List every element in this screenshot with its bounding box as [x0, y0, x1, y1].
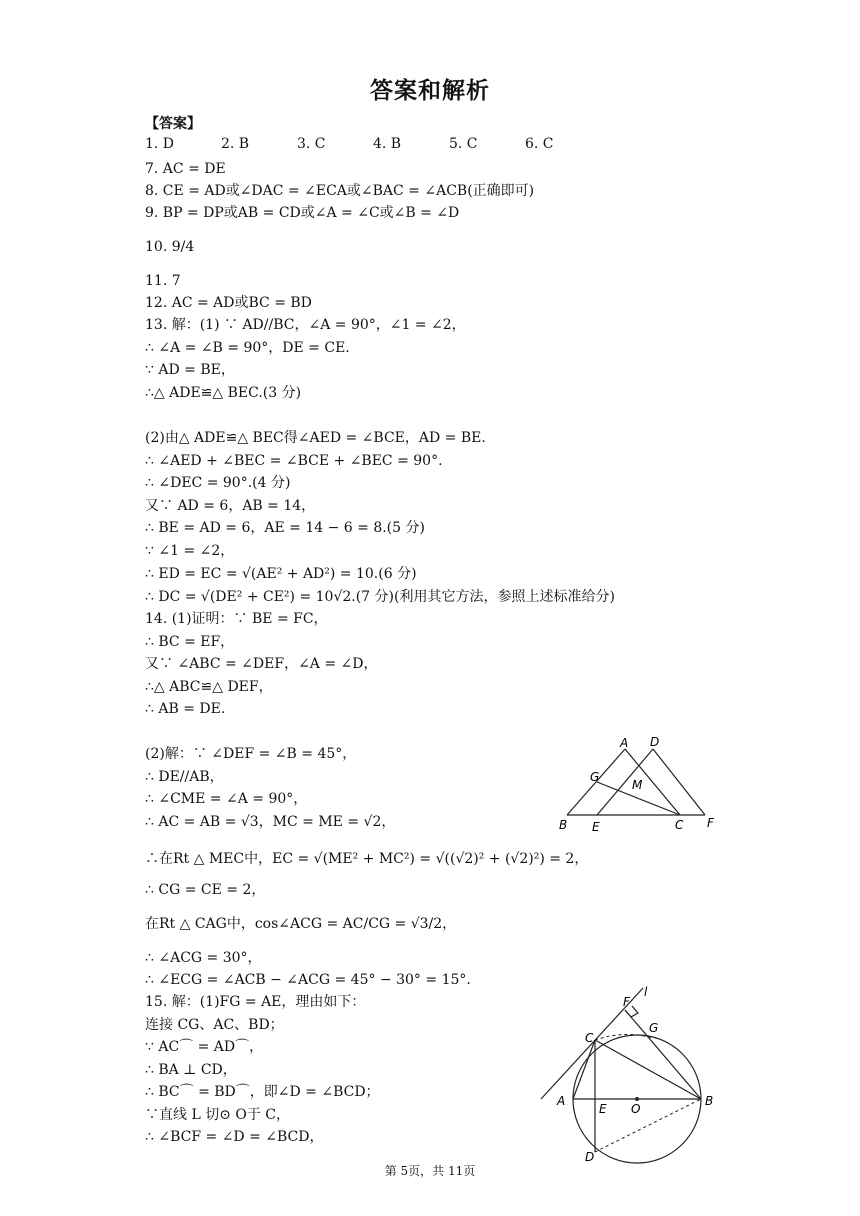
- segment-cb: [595, 1040, 701, 1099]
- solution-line: ∴ ∠CME = ∠A = 90°，: [145, 791, 308, 807]
- label-f: F: [707, 816, 714, 830]
- solution-line: ∵直线 L 切⊙ O于 C，: [145, 1107, 291, 1123]
- solution-line: ∴ CG = CE = 2，: [145, 882, 266, 898]
- segment-ac: [573, 1040, 595, 1099]
- solution-line: ∴ DC = √(DE² + CE²) = 10√2.(7 分)(利用其它方法，参照上述标准给分): [145, 589, 615, 605]
- center-dot: [635, 1097, 639, 1101]
- label-d: D: [650, 735, 660, 749]
- solution-line: 9. BP = DP或AB = CD或∠A = ∠C或∠B = ∠D: [145, 205, 460, 221]
- solution-line: 在Rt △ CAG中，cos∠ACG = AC/CG = √3/2，: [145, 916, 457, 932]
- solution-line: 10. 9/4: [145, 239, 195, 255]
- label-o: O: [631, 1102, 641, 1116]
- label-d: D: [585, 1150, 595, 1164]
- label-g: G: [590, 770, 600, 784]
- solution-line: 15. 解：(1)FG = AE，理由如下：: [145, 994, 366, 1010]
- mc-answer: 4. B: [373, 136, 402, 152]
- label-g: G: [649, 1021, 659, 1035]
- solution-line: ∵ AC⌒ = AD⌒，: [145, 1039, 264, 1055]
- solution-line: ∴ AB = DE.: [145, 701, 226, 717]
- solution-line: 连接 CG、AC、BD；: [145, 1017, 284, 1033]
- solution-line: (2)由△ ADE≌△ BEC得∠AED = ∠BCE，AD = BE.: [145, 430, 486, 446]
- solution-line: 7. AC = DE: [145, 161, 226, 177]
- solution-line: ∴ ∠BCF = ∠D = ∠BCD，: [145, 1129, 324, 1145]
- label-l: l: [644, 985, 648, 999]
- solution-line: ∴ DE//AB，: [145, 769, 224, 785]
- solution-line: 又∵ AD = 6，AB = 14，: [145, 498, 316, 514]
- solution-line: 又∵ ∠ABC = ∠DEF，∠A = ∠D，: [145, 656, 378, 672]
- mc-answer-row: [145, 136, 601, 152]
- solution-line: ∴ ∠DEC = 90°.(4 分): [145, 475, 291, 491]
- label-a: A: [557, 1094, 566, 1108]
- solution-line: ∴ ∠ECG = ∠ACB − ∠ACG = 45° − 30° = 15°.: [145, 972, 471, 988]
- page-footer: 第 5页，共 11页: [384, 1164, 476, 1178]
- solution-line: ∴ BC⌒ = BD⌒，即∠D = ∠BCD；: [145, 1084, 380, 1100]
- solution-line: ∴在Rt △ MEC中，EC = √(ME² + MC²) = √((√2)² + (√2)²) = 2，: [145, 851, 589, 867]
- dashed-db: [595, 1099, 701, 1152]
- solution-line: (2)解：∵ ∠DEF = ∠B = 45°，: [145, 746, 357, 762]
- segment-fb: [625, 1010, 701, 1099]
- solution-line: ∴ ∠AED + ∠BEC = ∠BCE + ∠BEC = 90°.: [145, 453, 443, 469]
- mc-answer: 2. B: [221, 136, 250, 152]
- solution-line: ∴△ ABC≌△ DEF，: [145, 679, 273, 695]
- label-e: E: [592, 820, 600, 834]
- mc-answer: 6. C: [525, 136, 554, 152]
- solution-line: ∴△ ADE≌△ BEC.(3 分): [145, 385, 302, 401]
- solution-line: ∴ BA ⊥ CD，: [145, 1062, 237, 1078]
- solution-line: 11. 7: [145, 273, 181, 289]
- solution-line: 8. CE = AD或∠DAC = ∠ECA或∠BAC = ∠ACB(正确即可): [145, 183, 535, 199]
- label-c: C: [675, 818, 684, 832]
- mc-answer: 5. C: [449, 136, 478, 152]
- solution-line: ∴ BC = EF，: [145, 634, 235, 650]
- mc-answer: 1. D: [145, 136, 175, 152]
- solution-line: 12. AC = AD或BC = BD: [145, 295, 312, 311]
- segment-df: [653, 749, 705, 815]
- solution-line: 13. 解：(1) ∵ AD//BC，∠A = 90°，∠1 = ∠2，: [145, 317, 466, 333]
- solution-line: ∴ AC = AB = √3，MC = ME = √2，: [145, 814, 396, 830]
- solution-line: 14. (1)证明：∵ BE = FC，: [145, 611, 328, 627]
- solution-line: ∴ BE = AD = 6，AE = 14 − 6 = 8.(5 分): [145, 520, 425, 536]
- solution-line: ∵ ∠1 = ∠2，: [145, 543, 235, 559]
- segment-ed: [597, 749, 653, 815]
- triangle-figure: [555, 735, 725, 835]
- label-e: E: [599, 1102, 607, 1116]
- label-c: C: [585, 1031, 594, 1045]
- mc-answer: 3. C: [297, 136, 326, 152]
- solution-line: ∴ ∠ACG = 30°，: [145, 950, 262, 966]
- solution-line: ∴ ED = EC = √(AE² + AD²) = 10.(6 分): [145, 566, 417, 582]
- label-f: F: [623, 995, 630, 1009]
- circle-figure: [535, 982, 725, 1164]
- label-b: B: [705, 1094, 714, 1108]
- label-b: B: [559, 818, 568, 832]
- label-m: M: [632, 778, 643, 792]
- solution-line: ∵ AD = BE，: [145, 362, 235, 378]
- answer-header: 【答案】: [145, 116, 201, 132]
- label-a: A: [620, 736, 629, 750]
- page-title: 答案和解析: [370, 78, 490, 104]
- solution-line: ∴ ∠A = ∠B = 90°，DE = CE.: [145, 340, 350, 356]
